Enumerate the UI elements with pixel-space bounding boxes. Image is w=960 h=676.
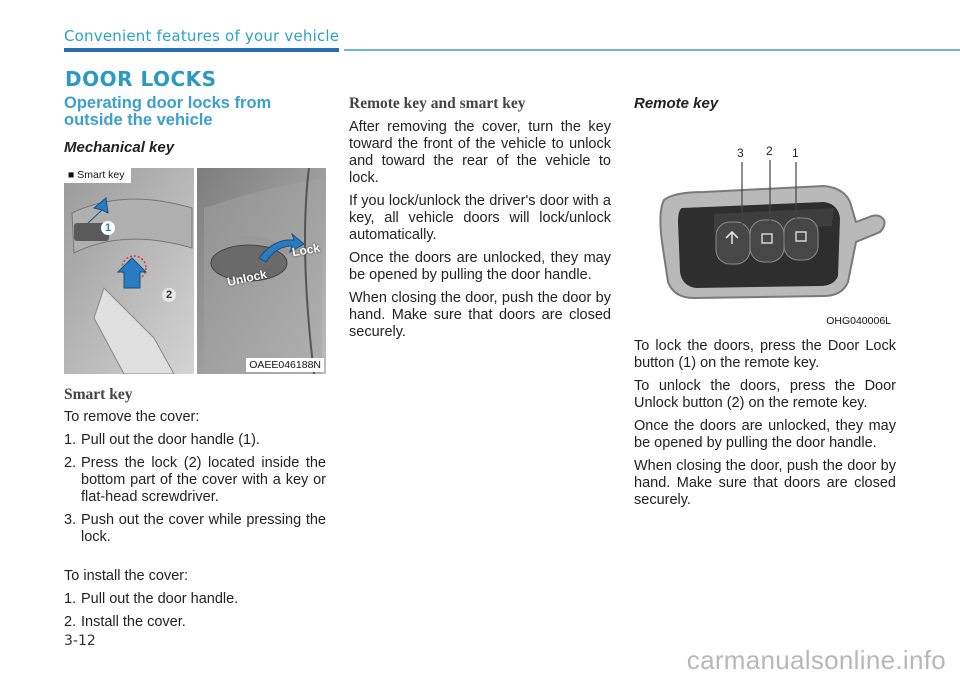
- list-number: 2.: [64, 455, 77, 471]
- button-number-1: 1: [792, 146, 799, 160]
- paragraph: When closing the door, push the door by hand. Make sure that doors are closed securely.: [349, 290, 611, 340]
- lock-label: Lock: [290, 240, 322, 260]
- column-right: [634, 95, 896, 509]
- column-left: [64, 95, 326, 631]
- list-number: 2.: [64, 614, 77, 630]
- button-number-2: 2: [766, 144, 773, 158]
- smart-key-heading: Smart key: [64, 386, 133, 403]
- heading-line-2: outside the vehicle: [64, 111, 213, 129]
- operating-locks-heading: [64, 95, 326, 129]
- figure-caption: OAEE046188N: [246, 358, 324, 372]
- list-text: Install the cover.: [81, 614, 186, 630]
- heading-line-1: Operating door locks from: [64, 94, 272, 112]
- figure-legend: ■ Smart key: [64, 168, 131, 183]
- unlock-label: Unlock: [225, 266, 269, 290]
- list-text: Pull out the door handle.: [81, 591, 239, 607]
- list-number: 3.: [64, 512, 77, 528]
- section-title: DOOR LOCKS: [65, 67, 217, 91]
- paragraph: Once the doors are unlocked, they may be opened by pulling the door handle.: [349, 250, 611, 283]
- chapter-title: Convenient features of your vehicle: [64, 27, 340, 45]
- list-text: Press the lock (2) located inside the bottom part of the cover with a key or flat-head screwdriver.: [81, 455, 326, 505]
- list-text: Push out the cover while pressing the lock.: [81, 512, 326, 545]
- remove-intro: To remove the cover:: [64, 409, 200, 425]
- watermark: carmanualsonline.info: [686, 645, 946, 675]
- list-item: [64, 432, 326, 449]
- paragraph: If you lock/unlock the driver's door with a key, all vehicle doors will lock/unlock automatically.: [349, 193, 611, 243]
- mechanical-key-heading: Mechanical key: [64, 139, 175, 156]
- remote-key-figure: [634, 122, 896, 330]
- header-rule-dark: [64, 48, 339, 52]
- remote-key-heading: Remote key: [634, 95, 719, 112]
- paragraph: After removing the cover, turn the key toward the front of the vehicle to unlock and toward the rear of the vehicle to lock.: [349, 119, 611, 186]
- remote-key-illustration: [634, 122, 896, 330]
- header-rule-light: [344, 49, 960, 51]
- install-intro: To install the cover:: [64, 568, 189, 584]
- door-handle-figure: [64, 168, 326, 374]
- paragraph: To unlock the doors, press the Door Unlock button (2) on the remote key.: [634, 378, 896, 411]
- list-item: [64, 455, 326, 506]
- page-number: 3-12: [64, 633, 96, 649]
- paragraph: To lock the doors, press the Door Lock button (1) on the remote key.: [634, 338, 896, 371]
- list-item: [64, 614, 326, 631]
- column-middle: [349, 95, 611, 341]
- remote-smart-key-heading: Remote key and smart key: [349, 95, 526, 112]
- paragraph: Once the doors are unlocked, they may be opened by pulling the door handle.: [634, 418, 896, 451]
- button-number-3: 3: [737, 146, 744, 160]
- list-number: 1.: [64, 591, 77, 607]
- marker-1: 1: [101, 221, 115, 235]
- list-item: [64, 512, 326, 546]
- list-text: Pull out the door handle (1).: [81, 432, 260, 448]
- marker-2: 2: [162, 288, 176, 302]
- door-handle-illustration: [64, 168, 326, 374]
- figure-caption: OHG040006L: [823, 314, 894, 328]
- list-item: [64, 591, 326, 608]
- paragraph: When closing the door, push the door by hand. Make sure that doors are closed securely.: [634, 458, 896, 508]
- list-number: 1.: [64, 432, 77, 448]
